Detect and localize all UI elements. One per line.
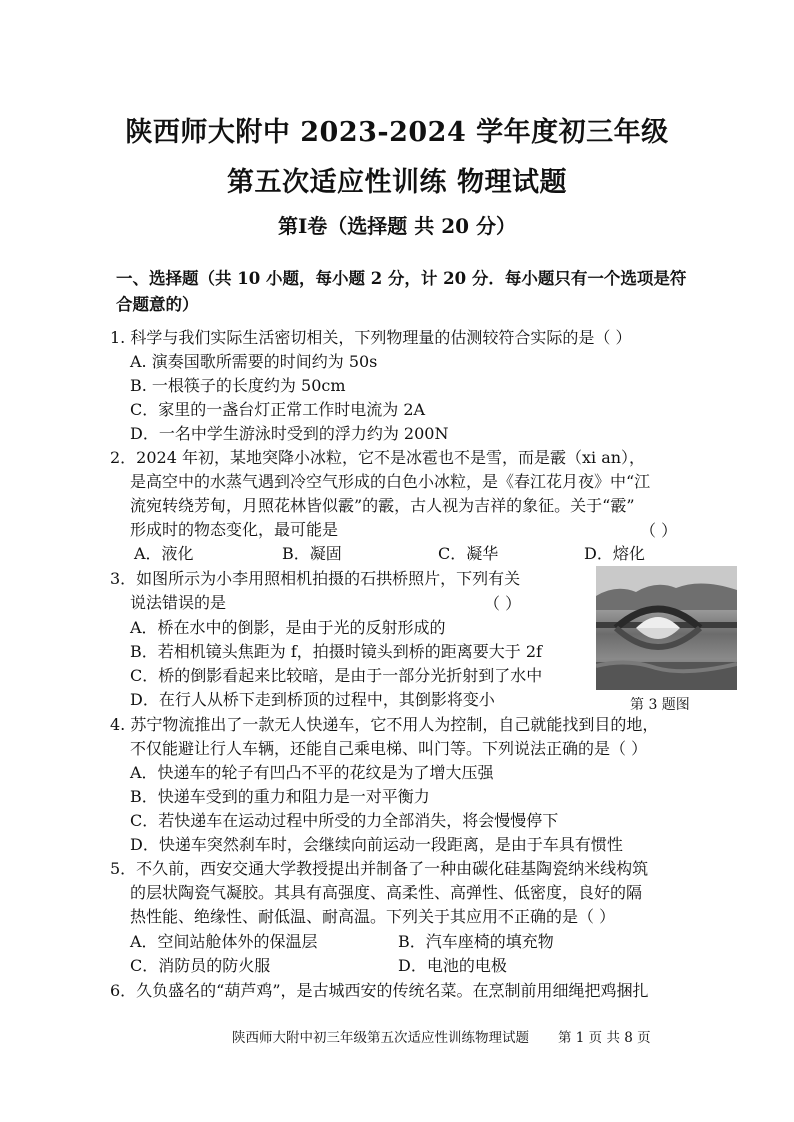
figure-caption: 第 3 题图: [630, 697, 690, 713]
q2-stem-line2: 是高空中的水蒸气遇到冷空气形成的白色小冰粒，是《春江花月夜》中“江: [130, 472, 651, 491]
q2-stem-line3: 流宛转绕芳甸，月照花林皆似霰”的霰，古人视为吉祥的象征。关于“霰”: [130, 496, 635, 515]
q2-answer-paren: （ ）: [640, 521, 678, 540]
section-instructions-line2: 合题意的）: [116, 295, 199, 314]
q3-option-c: C．桥的倒影看起来比较暗，是由于一部分光折射到了水中: [130, 666, 543, 685]
q4-option-b: B．快递车受到的重力和阻力是一对平衡力: [130, 787, 430, 806]
q5-stem-line1: 5．不久前，西安交通大学教授提出并制备了一种由碳化硅基陶瓷纳米线构筑: [110, 859, 649, 878]
q6-stem-line1: 6．久负盛名的“葫芦鸡”，是古城西安的传统名菜。在烹制前用细绳把鸡捆扎: [110, 981, 649, 1000]
q5-option-a: A．空间站舱体外的保温层: [130, 932, 318, 951]
q1-option-b: B. 一根筷子的长度约为 50cm: [130, 376, 346, 395]
q2-stem-line4: 形成时的物态变化，最可能是: [130, 520, 339, 539]
q5-option-c: C．消防员的防火服: [130, 956, 271, 975]
part-heading: 第Ⅰ卷（选择题 共 20 分）: [277, 214, 517, 238]
q3-option-d: D．在行人从桥下走到桥顶的过程中，其倒影将变小: [130, 690, 495, 709]
q3-stem-line1: 3．如图所示为小李用照相机拍摄的石拱桥照片，下列有关: [110, 569, 521, 588]
stone-arch-bridge-photo: [596, 566, 737, 690]
q1-stem: 1. 科学与我们实际生活密切相关，下列物理量的估测较符合实际的是（ ）: [110, 328, 632, 347]
section-instructions-line1: 一、选择题（共 10 小题，每小题 2 分，计 20 分．每小题只有一个选项是符: [116, 269, 687, 288]
q3-option-a: A．桥在水中的倒影，是由于光的反射形成的: [130, 618, 446, 637]
q5-stem-line2: 的层状陶瓷气凝胶。其具有高强度、高柔性、高弹性、低密度，良好的隔: [130, 883, 643, 902]
q5-option-b: B．汽车座椅的填充物: [398, 932, 554, 951]
q1-option-a: A. 演奏国歌所需要的时间约为 50s: [130, 352, 378, 371]
exam-title: 陕西师大附中 2023-2024 学年度初三年级: [125, 117, 669, 148]
q1-option-d: D．一名中学生游泳时受到的浮力约为 200N: [130, 424, 449, 443]
q4-option-c: C．若快递车在运动过程中所受的力全部消失，将会慢慢停下: [130, 811, 559, 830]
q4-option-a: A．快递车的轮子有凹凸不平的花纹是为了增大压强: [130, 763, 494, 782]
q2-option-b: B．凝固: [282, 544, 342, 563]
q3-answer-paren: （ ）: [484, 594, 522, 613]
q4-stem-line2: 不仅能避让行人车辆，还能自己乘电梯、叫门等。下列说法正确的是（ ）: [130, 739, 648, 758]
q2-stem-line1: 2．2024 年初，某地突降小冰粒，它不是冰雹也不是雪，而是霰（xi an），: [110, 448, 646, 467]
q5-option-d: D．电池的电极: [398, 956, 507, 975]
q2-option-d: D．熔化: [584, 544, 645, 563]
q2-option-c: C．凝华: [438, 544, 499, 563]
q3-stem-line2: 说法错误的是: [130, 593, 227, 612]
footer-title: 陕西师大附中初三年级第五次适应性训练物理试题: [232, 1030, 529, 1046]
exam-subtitle: 第五次适应性训练 物理试题: [227, 167, 567, 198]
q2-option-a: A．液化: [134, 544, 194, 563]
q4-option-d: D．快递车突然刹车时，会继续向前运动一段距离，是由于车具有惯性: [130, 835, 623, 854]
q3-option-b: B．若相机镜头焦距为 f，拍摄时镜头到桥的距离要大于 2f: [130, 642, 542, 661]
q4-stem-line1: 4. 苏宁物流推出了一款无人快递车，它不用人为控制，自己就能找到目的地，: [110, 715, 659, 734]
q5-stem-line3: 热性能、绝缘性、耐低温、耐高温。下列关于其应用不正确的是（ ）: [130, 907, 616, 926]
page-number: 第 1 页 共 8 页: [558, 1030, 651, 1046]
q1-option-c: C．家里的一盏台灯正常工作时电流为 2A: [130, 400, 426, 419]
section-instructions: [116, 266, 706, 318]
